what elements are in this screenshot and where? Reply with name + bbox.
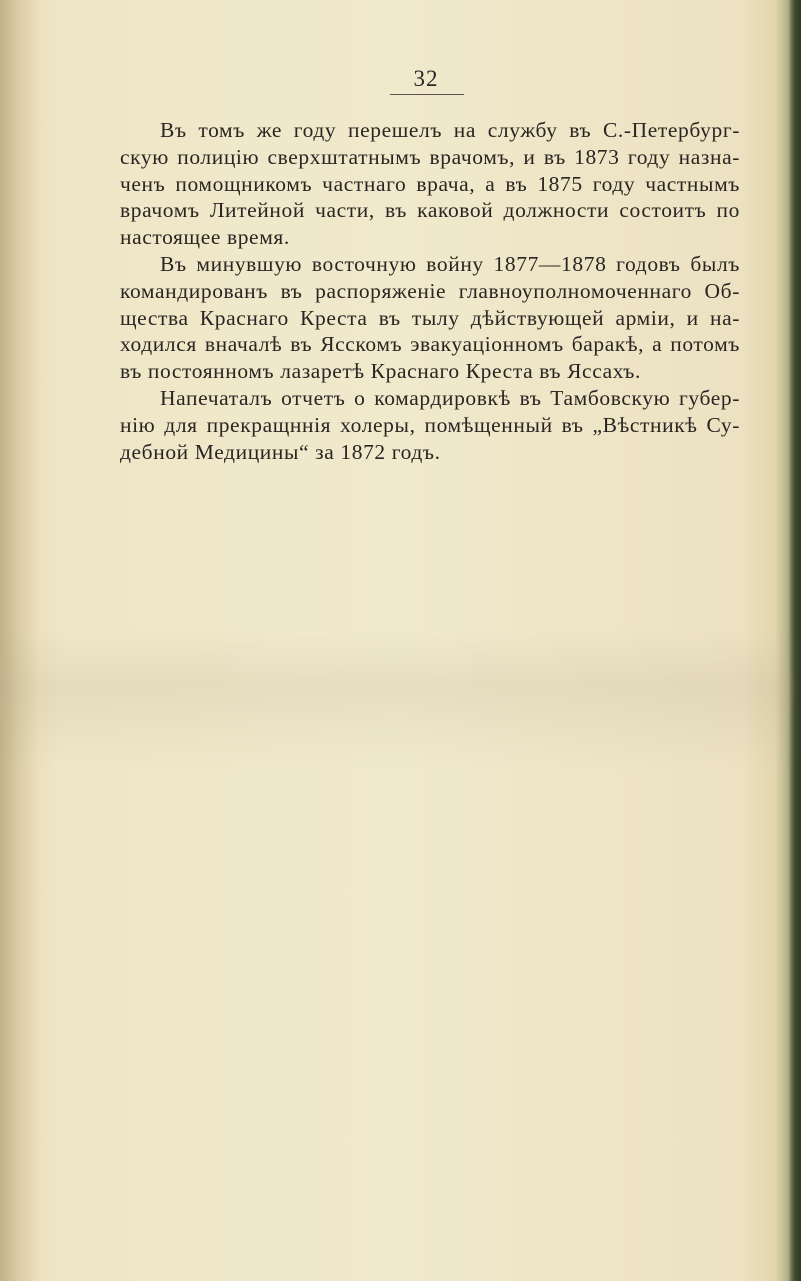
text-line: ченъ помощникомъ частнаго врача, а въ 1875 году частнымъ — [120, 171, 740, 196]
paper-stain — [0, 630, 801, 770]
text-line: въ постоянномъ лазаретѣ Краснаго Креста въ Яссахъ. — [120, 359, 641, 384]
text-line: Напечаталъ отчетъ о комардировкѣ въ Тамбовскую губер- — [160, 385, 740, 410]
text-line: скую полицію сверхштатнымъ врачомъ, и въ 1873 году назна- — [120, 144, 740, 169]
text-line: Въ томъ же году перешелъ на службу въ С.-Петербург- — [160, 118, 740, 142]
text-line: ходился вначалѣ въ Ясскомъ эвакуаціонномъ баракѣ, а потомъ — [120, 332, 740, 357]
text-line: командированъ въ распоряженіе главноуполномоченнаго Об- — [120, 278, 740, 303]
text-line: щества Краснаго Креста въ тылу дѣйствующей арміи, и на- — [120, 305, 740, 330]
text-line: настоящее время. — [120, 225, 290, 250]
page-number: 32 — [413, 66, 439, 91]
body-text — [120, 117, 740, 465]
text-line: врачомъ Литейной части, въ каковой должности состоитъ по — [120, 198, 740, 223]
text-line: Въ минувшую восточную войну 1877—1878 годовъ былъ — [160, 251, 740, 276]
text-line: нію для прекращннія холеры, помѣщенный въ „Вѣстникѣ Су- — [120, 412, 740, 437]
page-number-underline — [390, 94, 464, 95]
text-line: дебной Медицины“ за 1872 годъ. — [120, 439, 441, 464]
book-edge — [789, 0, 801, 1281]
